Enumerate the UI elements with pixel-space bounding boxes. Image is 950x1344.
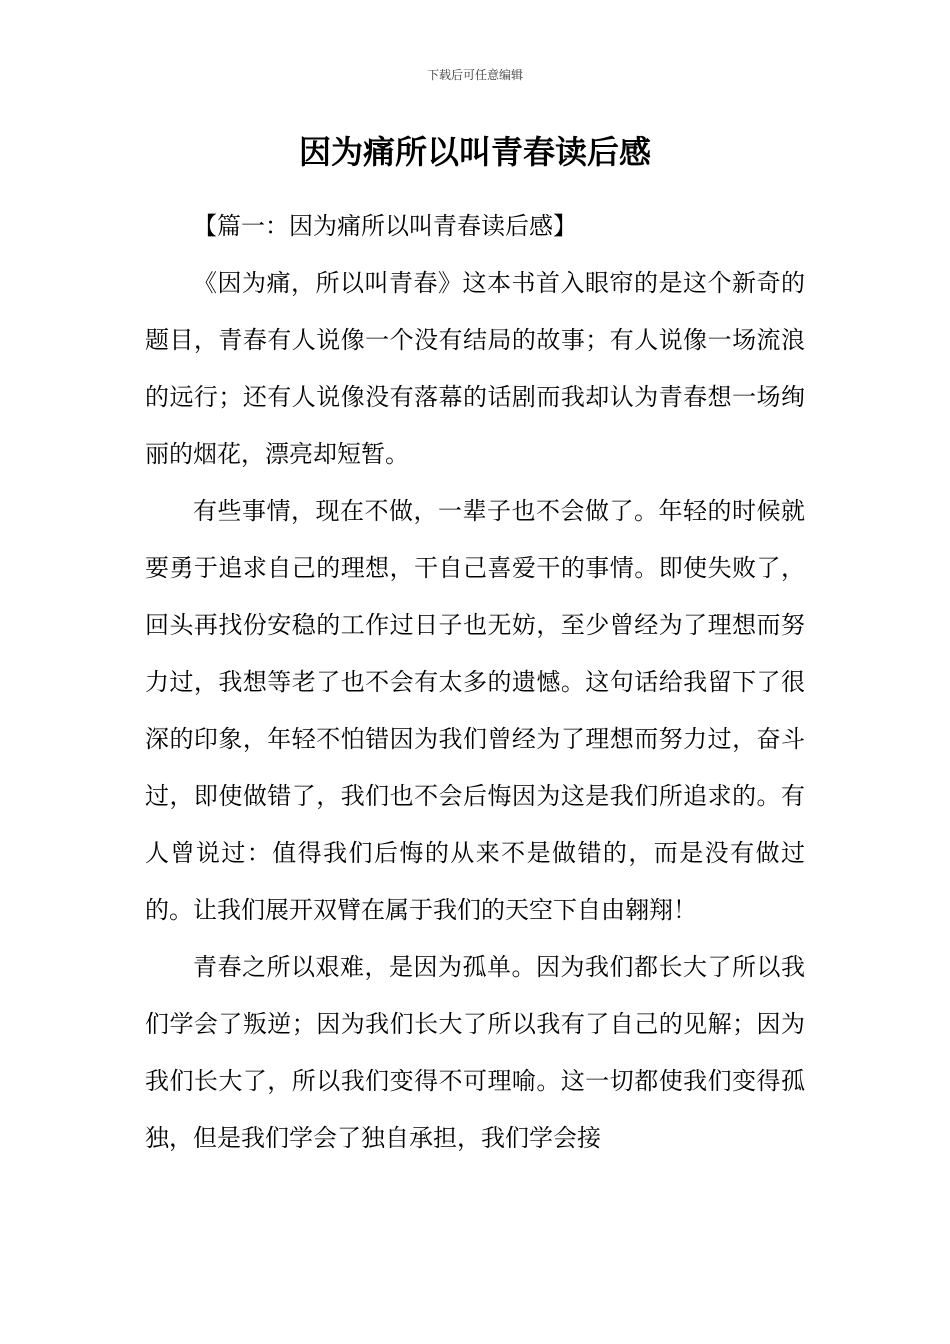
header-note: 下载后可任意编辑 — [426, 68, 523, 82]
paragraph: 青春之所以艰难，是因为孤单。因为我们都长大了所以我们学会了叛逆；因为我们长大了所以我有了自己的见解；因为我们长大了，所以我们变得不可理喻。这一切都使我们变得孤独，但是我们学会了独自承担，我们学会接 — [145, 953, 805, 1152]
section-heading: 【篇一：因为痛所以叫青春读后感】 — [193, 212, 577, 240]
document-body — [145, 198, 805, 1167]
paragraph: 有些事情，现在不做，一辈子也不会做了。年轻的时候就要勇于追求自己的理想，干自己喜爱干的事情。即使失败了，回头再找份安稳的工作过日子也无妨，至少曾经为了理想而努力过，我想等老了也不会有太多的遗憾。这句话给我留下了很深的印象，年轻不怕错因为我们曾经为了理想而努力过，奋斗过，即使做错了，我们也不会后悔因为这是我们所追求的。有人曾说过：值得我们后悔的从来不是做错的，而是没有做过的。让我们展开双臂在属于我们的天空下自由翱翔！ — [145, 497, 805, 924]
document-title: 因为痛所以叫青春读后感 — [298, 133, 651, 171]
paragraph: 《因为痛，所以叫青春》这本书首入眼帘的是这个新奇的题目，青春有人说像一个没有结局的故事；有人说像一场流浪的远行；还有人说像没有落幕的话剧而我却认为青春想一场绚丽的烟花，漂亮却短暂。 — [145, 269, 805, 468]
